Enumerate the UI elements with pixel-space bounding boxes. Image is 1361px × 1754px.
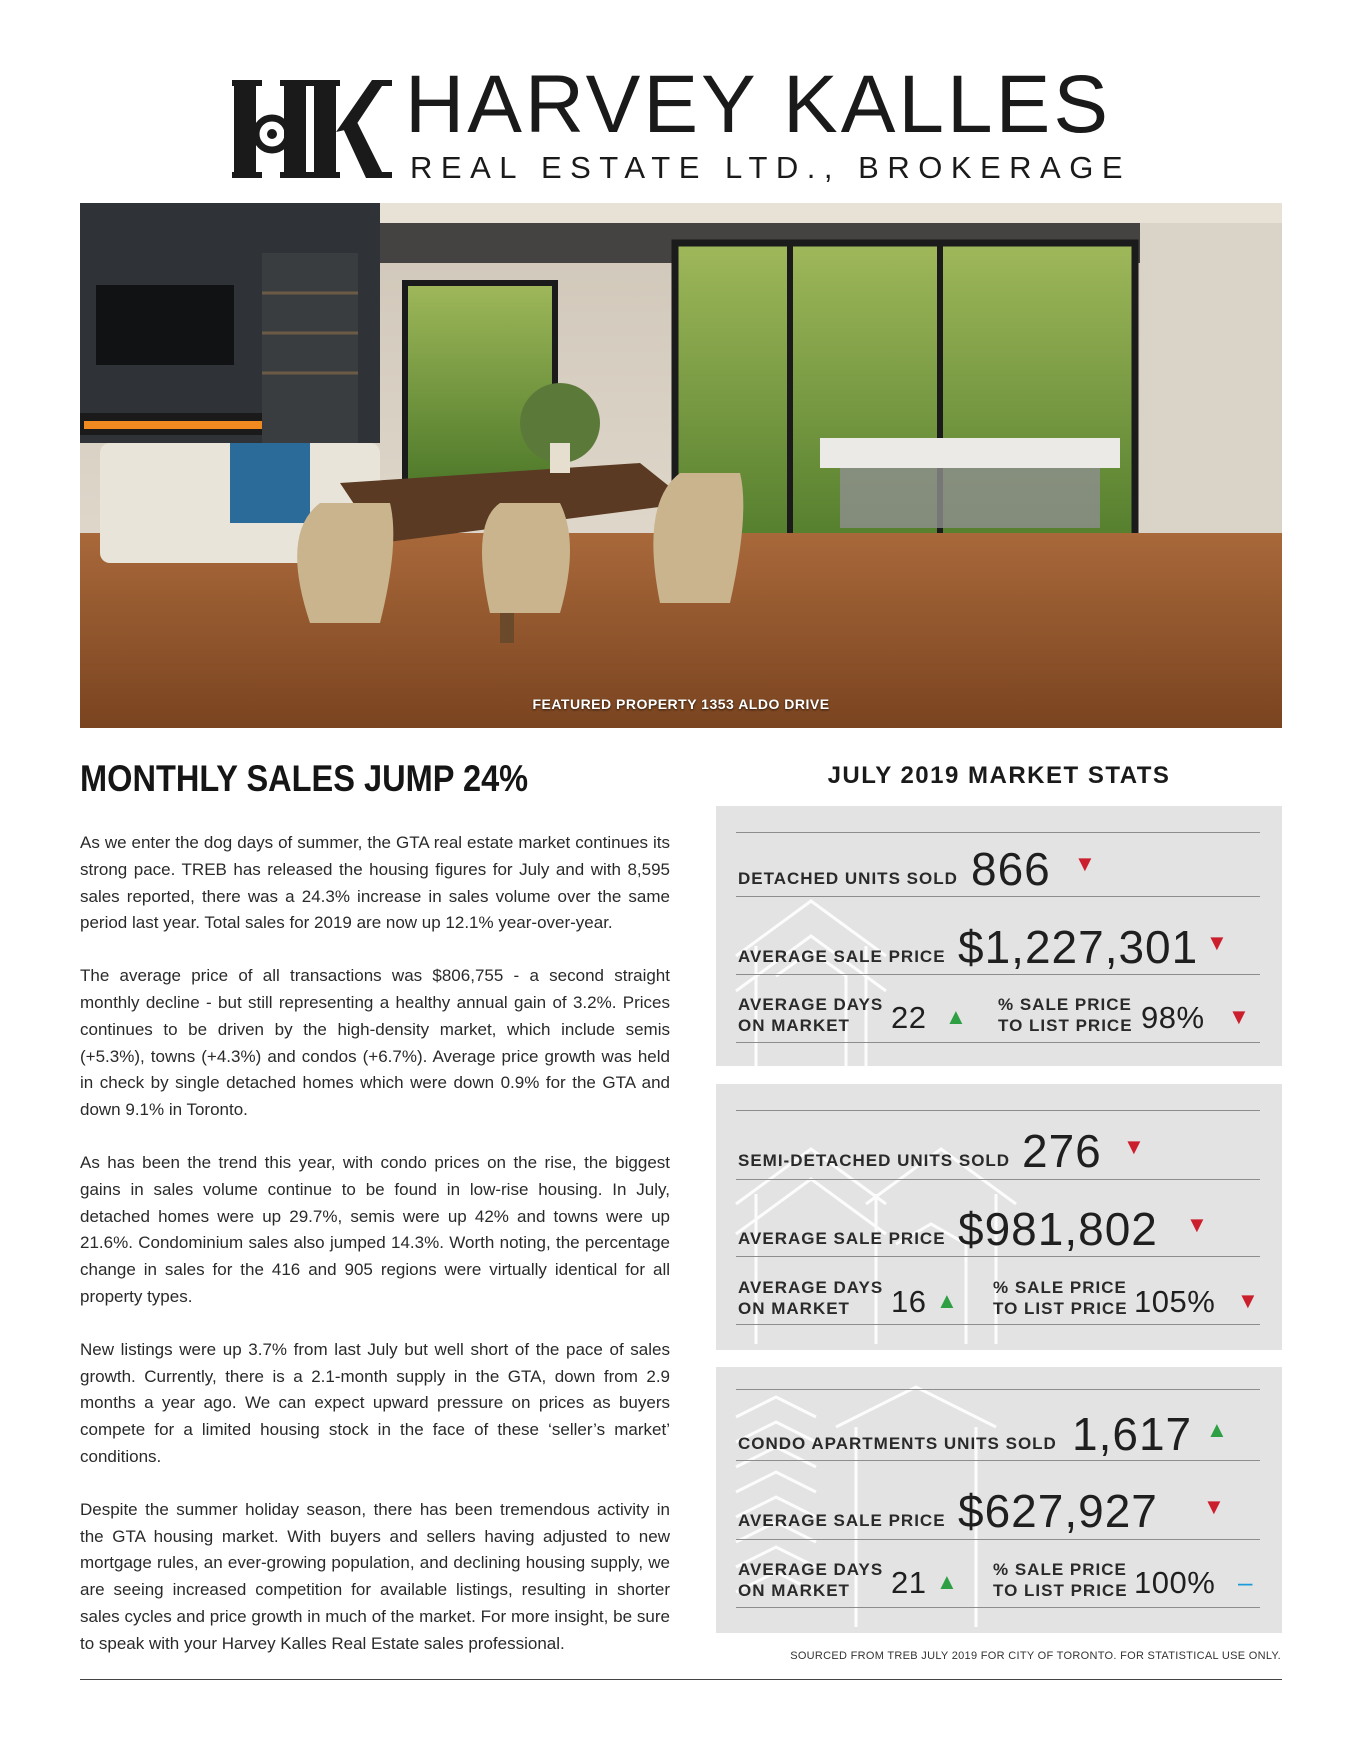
semi-units-label: SEMI-DETACHED UNITS SOLD [738, 1151, 1011, 1170]
brand-subtitle: REAL ESTATE LTD., BROKERAGE [410, 150, 1132, 185]
source-note: SOURCED FROM TREB JULY 2019 FOR CITY OF TORONTO. FOR STATISTICAL USE ONLY. [790, 1650, 1281, 1662]
condo-units-trend-icon: ▲ [1206, 1417, 1228, 1442]
hk-logo-mark [232, 76, 392, 182]
detached-price-label: AVERAGE SALE PRICE [738, 947, 946, 966]
semi-days-trend-icon: ▲ [936, 1288, 958, 1313]
condo-ratio-value: 100% [1134, 1565, 1216, 1600]
semi-detached-stats-panel [716, 1084, 1282, 1350]
semi-ratio-label-2: TO LIST PRICE [993, 1299, 1128, 1318]
article-paragraph: As has been the trend this year, with condo prices on the rise, the biggest gains in sales volume continue to be found in low-rise housing. In July, detached homes were up 29.7%, semis were up 42% and towns were up 21.6%. Condominium sales also jumped 14.3%. Worth noting, the percentage change in sales for the 416 and 905 regions were virtually identical for all property types. [80, 1152, 670, 1306]
detached-units-value: 866 [971, 843, 1051, 895]
brand-name: HARVEY KALLES [405, 59, 1112, 150]
semi-days-value: 16 [891, 1284, 927, 1319]
detached-ratio-label-1: % SALE PRICE [998, 995, 1132, 1014]
detached-days-label-2: ON MARKET [738, 1016, 850, 1035]
condo-price-label: AVERAGE SALE PRICE [738, 1511, 946, 1530]
detached-price-value: $1,227,301 [958, 921, 1199, 973]
semi-price-value: $981,802 [958, 1203, 1158, 1255]
semi-units-trend-icon: ▼ [1123, 1134, 1145, 1159]
condo-ratio-trend-icon: – [1238, 1567, 1253, 1597]
condo-stats-panel [716, 1367, 1282, 1633]
semi-ratio-label-1: % SALE PRICE [993, 1278, 1127, 1297]
detached-days-value: 22 [891, 1000, 927, 1035]
condo-days-label-2: ON MARKET [738, 1581, 850, 1600]
article-paragraph: As we enter the dog days of summer, the GTA real estate market continues its strong pace. TREB has released the housing figures for July and with 8,595 sales reported, there was a 24.3% increase in sales volume over the same period last year. Total sales for 2019 are now up 12.1% year-over-year. [80, 833, 670, 933]
detached-ratio-trend-icon: ▼ [1228, 1004, 1250, 1029]
article-paragraph: The average price of all transactions was $806,755 - a second straight monthly decline - but still representing a healthy annual gain of 3.2%. Prices continues to be driven by the high-density market, which include semis (+5.3%), towns (+4.3%) and condos (+6.7%). Average price growth was held in check by single detached homes which were down 0.9% for the GTA and down 9.1% in Toronto. [80, 966, 670, 1120]
detached-units-trend-icon: ▼ [1074, 851, 1096, 876]
semi-ratio-trend-icon: ▼ [1237, 1288, 1259, 1313]
semi-price-label: AVERAGE SALE PRICE [738, 1229, 946, 1248]
semi-ratio-value: 105% [1134, 1284, 1216, 1319]
detached-days-label-1: AVERAGE DAYS [738, 995, 884, 1014]
detached-ratio-value: 98% [1141, 1000, 1205, 1035]
semi-price-trend-icon: ▼ [1186, 1212, 1208, 1237]
footer-divider [80, 1679, 1282, 1680]
condo-price-trend-icon: ▼ [1203, 1494, 1225, 1519]
condo-units-label: CONDO APARTMENTS UNITS SOLD [738, 1434, 1057, 1453]
semi-units-value: 276 [1022, 1125, 1102, 1177]
featured-property-photo [80, 203, 1282, 728]
condo-units-value: 1,617 [1072, 1408, 1193, 1460]
condo-days-label-1: AVERAGE DAYS [738, 1560, 884, 1579]
semi-days-label-1: AVERAGE DAYS [738, 1278, 884, 1297]
detached-days-trend-icon: ▲ [945, 1004, 967, 1029]
detached-stats-panel [716, 806, 1282, 1066]
article-paragraph: Despite the summer holiday season, there has been tremendous activity in the GTA housing market. With buyers and sellers having adjusted to new mortgage rules, an ever-growing population, and declining housing supply, we are seeing increased competition for available listings, resulting in shorter sales cycles and price growth in much of the market. For more insight, be sure to speak with your Harvey Kalles Real Estate sales professional. [80, 1499, 670, 1653]
article-paragraph: New listings were up 3.7% from last July but well short of the pace of sales growth. Currently, there is a 2.1-month supply in the GTA, down from 2.9 months a year ago. We can expect upward pressure on prices as buyers compete for a limited housing stock in the face of these ‘seller’s market’ conditions. [80, 1339, 670, 1466]
detached-price-trend-icon: ▼ [1206, 930, 1228, 955]
market-stats-title: JULY 2019 MARKET STATS [827, 762, 1171, 789]
condo-ratio-label-1: % SALE PRICE [993, 1560, 1127, 1579]
interior-illustration [80, 203, 1282, 728]
detached-units-label: DETACHED UNITS SOLD [738, 869, 958, 888]
condo-price-value: $627,927 [958, 1485, 1158, 1537]
article-title: MONTHLY SALES JUMP 24% [80, 758, 529, 799]
condo-ratio-label-2: TO LIST PRICE [993, 1581, 1128, 1600]
detached-ratio-label-2: TO LIST PRICE [998, 1016, 1133, 1035]
photo-caption: FEATURED PROPERTY 1353 ALDO DRIVE [532, 696, 830, 712]
condo-days-trend-icon: ▲ [936, 1569, 958, 1594]
semi-days-label-2: ON MARKET [738, 1299, 850, 1318]
page-header [0, 0, 1361, 200]
condo-days-value: 21 [891, 1565, 927, 1600]
article-body [80, 830, 670, 1684]
